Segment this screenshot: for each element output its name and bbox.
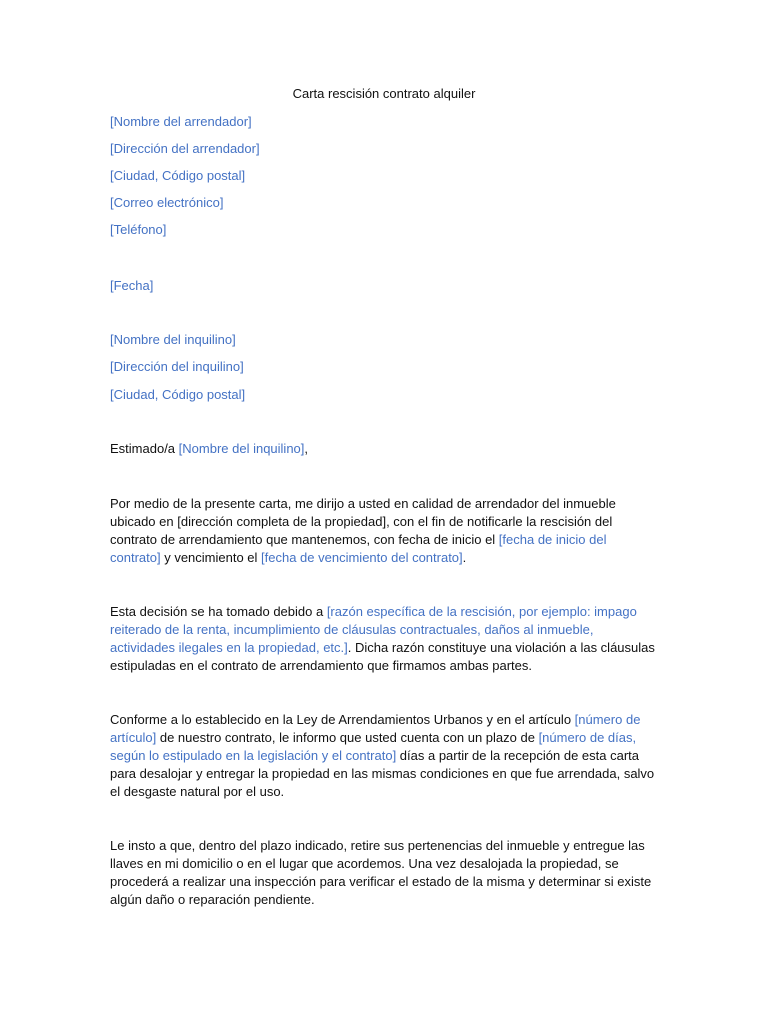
sender-address: [Dirección del arrendador] [110,141,260,156]
paragraph-line [110,747,639,765]
paragraph-line: llaves en mi domicilio o en el lugar que acordemos. Una vez desalojada la propiedad, se [110,856,619,871]
document-title: Carta rescisión contrato alquiler [292,86,476,101]
placeholder-days: [número de días, [538,730,637,745]
placeholder-article-end: artículo] [110,730,157,745]
greeting-name: [Nombre del inquilino] [178,441,305,456]
text-run: días a partir de la recepción de esta carta [396,748,639,763]
text-run: y vencimiento el [160,550,262,565]
sender-name: [Nombre del arrendador] [110,114,252,129]
paragraph-line: Le insto a que, dentro del plazo indicado, retire sus pertenencias del inmueble y entregue las [110,838,645,853]
placeholder-reason: [razón específica de la rescisión, por ejemplo: impago [326,604,637,619]
sender-email: [Correo electrónico] [110,195,224,210]
text-run: de nuestro contrato, le informo que usted cuenta con un plazo de [156,730,539,745]
recipient-city: [Ciudad, Código postal] [110,387,246,402]
paragraph-line [110,531,624,549]
greeting-suffix: , [304,441,309,456]
text-run: . Dicha razón constituye una violación a las cláusulas [347,640,655,655]
recipient-address: [Dirección del inquilino] [110,359,244,374]
paragraph-1 [110,495,624,567]
paragraph-line: para desalojar y entregar la propiedad en las mismas condiciones en que fue arrendada, salvo [110,766,655,781]
paragraph-line [110,549,624,567]
placeholder-article: [número de [574,712,641,727]
paragraph-3 [110,711,655,801]
paragraph-line: algún daño o reparación pendiente. [110,892,315,907]
paragraph-line [110,603,637,621]
sender-city: [Ciudad, Código postal] [110,168,246,183]
paragraph-line: ubicado en [dirección completa de la propiedad], con el fin de notificarle la rescisión del [110,514,613,529]
paragraph-2 [110,603,655,675]
placeholder-start-date: [fecha de inicio del [498,532,607,547]
text-run: Conforme a lo establecido en la Ley de Arrendamientos Urbanos y en el artículo [110,712,575,727]
text-run: . [462,550,467,565]
paragraph-line [110,711,641,729]
greeting [110,441,308,456]
greeting-prefix: Estimado/a [110,441,179,456]
paragraph-line: procederá a realizar una inspección para verificar el estado de la misma y determinar si existe [110,874,652,889]
placeholder-reason-line: reiterado de la renta, incumplimiento de cláusulas contractuales, daños al inmueble, [110,622,594,637]
text-run: contrato de arrendamiento que mantenemos, con fecha de inicio el [110,532,499,547]
paragraph-line: Por medio de la presente carta, me dirijo a usted en calidad de arrendador del inmueble [110,496,616,511]
paragraph-line [110,639,655,657]
letter-date: [Fecha] [110,278,154,293]
sender-phone: [Teléfono] [110,222,167,237]
text-run: Esta decisión se ha tomado debido a [110,604,327,619]
placeholder-reason-end: actividades ilegales en la propiedad, etc.] [110,640,348,655]
placeholder-days-end: según lo estipulado en la legislación y el contrato] [110,748,397,763]
paragraph-4 [110,837,652,909]
placeholder-start-date-end: contrato] [110,550,161,565]
placeholder-end-date: [fecha de vencimiento del contrato] [261,550,463,565]
recipient-name: [Nombre del inquilino] [110,332,236,347]
paragraph-line: estipuladas en el contrato de arrendamiento que firmamos ambas partes. [110,658,533,673]
paragraph-line [110,729,637,747]
paragraph-line: el desgaste natural por el uso. [110,784,285,799]
